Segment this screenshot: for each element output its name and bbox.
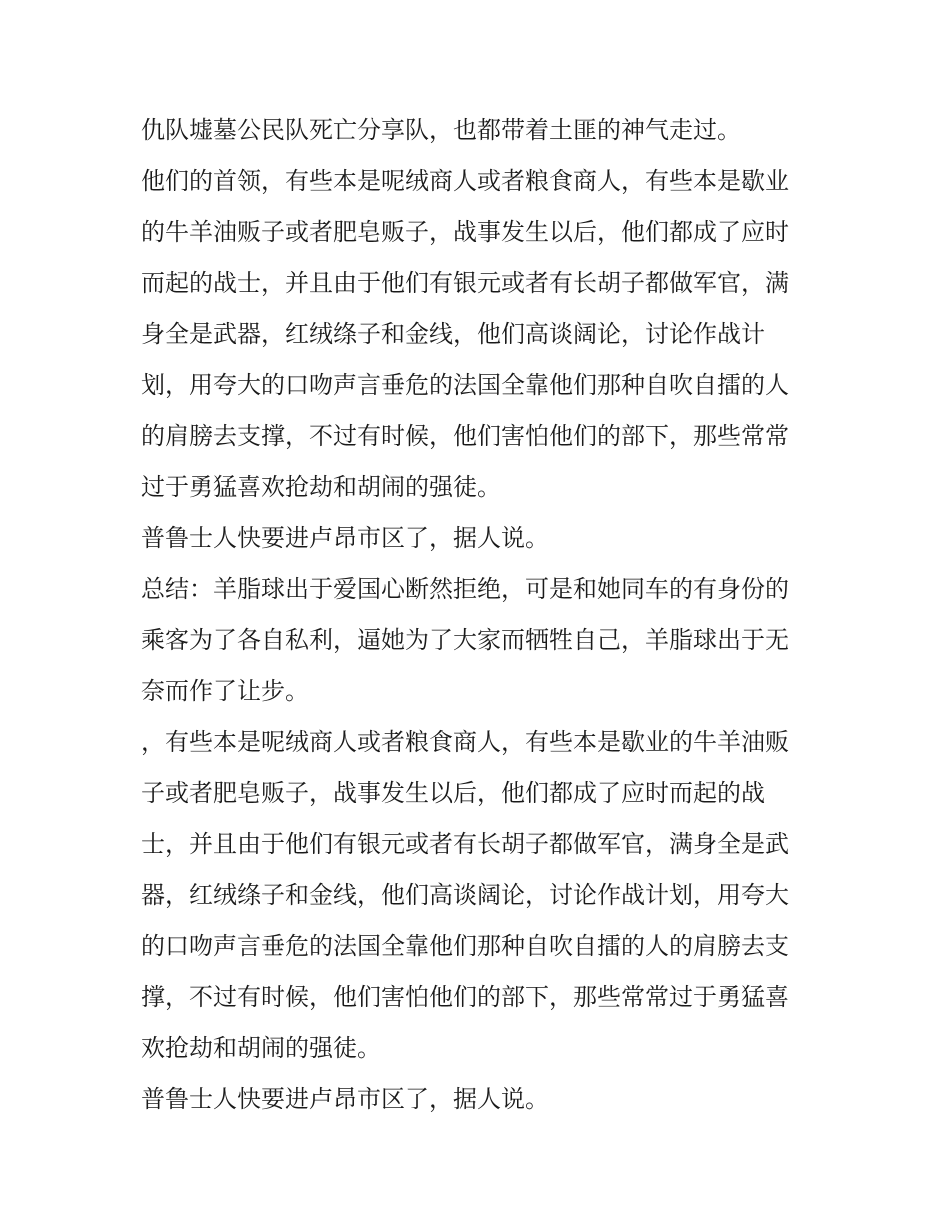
text-line: 总结：羊脂球出于爱国心断然拒绝，可是和她同车的有身份的 bbox=[141, 575, 789, 603]
text-line: 身全是武器，红绒绦子和金线，他们高谈阔论，讨论作战计 bbox=[141, 320, 765, 348]
text-line: 的牛羊油贩子或者肥皂贩子，战事发生以后，他们都成了应时 bbox=[141, 218, 789, 246]
text-line: 的口吻声言垂危的法国全靠他们那种自吹自擂的人的肩膀去支 bbox=[141, 932, 789, 960]
text-line: 划，用夸大的口吻声言垂危的法国全靠他们那种自吹自擂的人 bbox=[141, 371, 789, 399]
text-line: ，有些本是呢绒商人或者粮食商人，有些本是歇业的牛羊油贩 bbox=[141, 728, 789, 756]
text-line: 他们的首领，有些本是呢绒商人或者粮食商人，有些本是歇业 bbox=[141, 167, 789, 195]
text-line: 的肩膀去支撑，不过有时候，他们害怕他们的部下，那些常常 bbox=[141, 422, 789, 450]
text-line: 士，并且由于他们有银元或者有长胡子都做军官，满身全是武 bbox=[141, 830, 789, 858]
text-line: 欢抢劫和胡闹的强徒。 bbox=[141, 1034, 381, 1062]
text-line: 子或者肥皂贩子，战事发生以后，他们都成了应时而起的战 bbox=[141, 779, 765, 807]
paragraph-3 bbox=[141, 513, 813, 564]
text-line: 奈而作了让步。 bbox=[141, 677, 309, 705]
text-line: 撑，不过有时候，他们害怕他们的部下，那些常常过于勇猛喜 bbox=[141, 983, 789, 1011]
paragraph-2 bbox=[141, 156, 813, 513]
paragraph-1 bbox=[141, 105, 813, 156]
paragraph-6 bbox=[141, 1074, 813, 1125]
text-line: 仇队墟墓公民队死亡分享队，也都带着土匪的神气走过。 bbox=[141, 116, 741, 144]
text-line: 普鲁士人快要进卢昂市区了，据人说。 bbox=[141, 524, 549, 552]
text-line: 而起的战士，并且由于他们有银元或者有长胡子都做军官，满 bbox=[141, 269, 789, 297]
document-body bbox=[141, 105, 813, 1125]
paragraph-5 bbox=[141, 717, 813, 1074]
text-line: 器，红绒绦子和金线，他们高谈阔论，讨论作战计划，用夸大 bbox=[141, 881, 789, 909]
text-line: 乘客为了各自私利，逼她为了大家而牺牲自己，羊脂球出于无 bbox=[141, 626, 789, 654]
paragraph-4 bbox=[141, 564, 813, 717]
text-line: 普鲁士人快要进卢昂市区了，据人说。 bbox=[141, 1085, 549, 1113]
text-line: 过于勇猛喜欢抢劫和胡闹的强徒。 bbox=[141, 473, 501, 501]
